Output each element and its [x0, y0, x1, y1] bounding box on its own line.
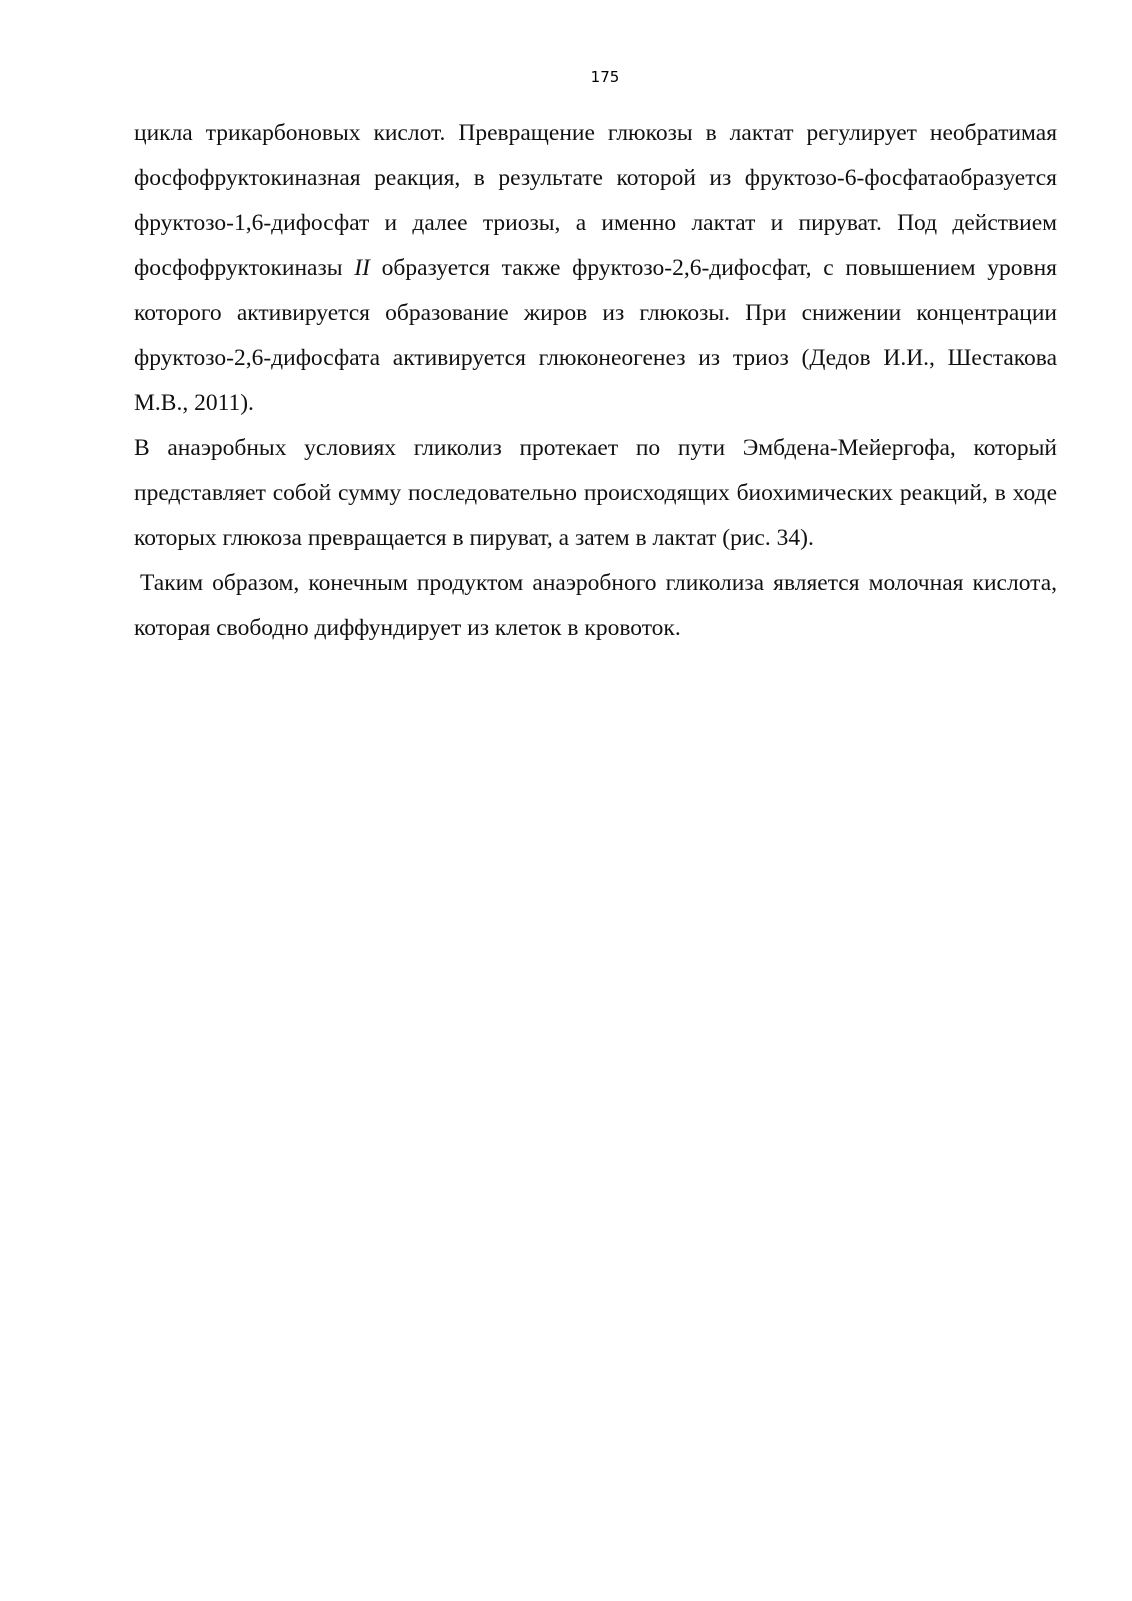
paragraph-1: [134, 111, 1057, 426]
document-body: [134, 111, 1057, 651]
paragraph-2: В анаэробных условиях гликолиз протекает по пути Эмбдена-Мейергофа, который представляет собой сумму последовательно происходящих биохимических реакций, в ходе которых глюкоза превращается в пируват, а затем в лактат (рис. 34).: [134, 435, 1057, 551]
paragraph-3: Таким образом, конечным продуктом анаэробного гликолиза является молочная кислота, которая свободно диффундирует из клеток в кровоток.: [134, 570, 1057, 641]
page-number: 175: [590, 68, 620, 86]
paragraph-1-part-a: цикла трикарбоновых кислот. Превращение глюкозы в лактат регулирует необратимая фосфофруктокиназная реакция, в результате которой из фруктозо-6-фосфатаобразуется фруктозо-1,6-дифосфат и далее триозы, а именно лактат и пируват. Под действием фосфофруктокиназы: [134, 120, 1057, 281]
roman-numeral-ii: II: [354, 255, 370, 281]
paragraph-1-part-b: образуется также фруктозо-2,6-дифосфат, с повышением уровня которого активируется образование жиров из глюкозы. При снижении концентрации фруктозо-2,6-дифосфата активируется глюконеогенез из триоз (Дедов И.И., Шестакова М.В., 2011).: [134, 255, 1057, 416]
